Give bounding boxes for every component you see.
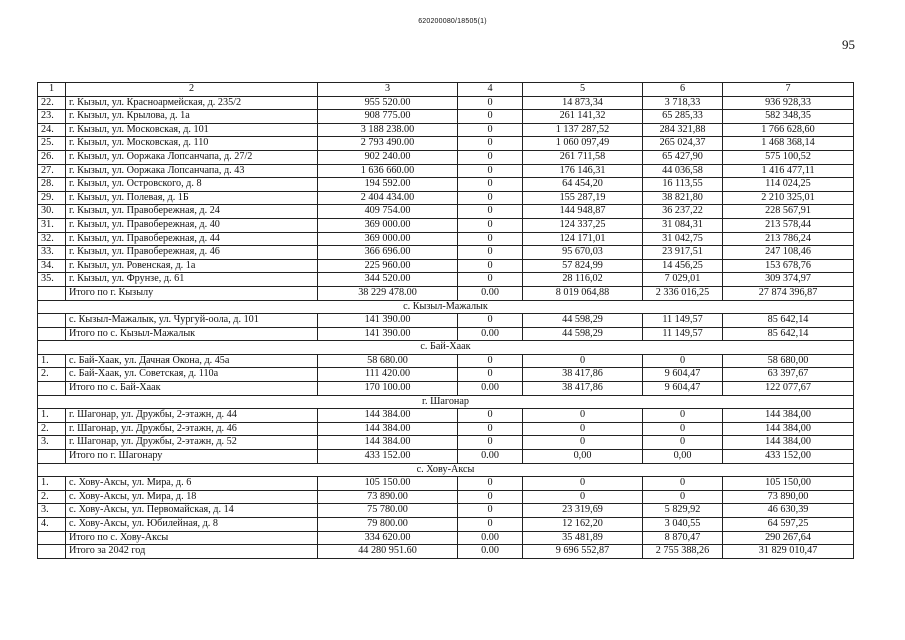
cost-total: 141 390.00 xyxy=(318,314,458,328)
col4-value: 0 xyxy=(458,137,523,151)
row-number xyxy=(38,382,66,396)
row-number: 3. xyxy=(38,436,66,450)
address: г. Шагонар, ул. Дружбы, 2-этажн, д. 44 xyxy=(66,409,318,423)
cost-total: 144 384.00 xyxy=(318,436,458,450)
cost-total: 194 592.00 xyxy=(318,178,458,192)
cost-total: 111 420.00 xyxy=(318,368,458,382)
address: Итого по с. Хову-Аксы xyxy=(66,531,318,545)
cost-total: 1 636 660.00 xyxy=(318,164,458,178)
cost-total: 908 775.00 xyxy=(318,110,458,124)
col4-value: 0 xyxy=(458,490,523,504)
col5-value: 0 xyxy=(523,354,643,368)
table-row xyxy=(38,191,854,205)
table-row xyxy=(38,218,854,232)
col5-value: 44 598,29 xyxy=(523,327,643,341)
row-number: 31. xyxy=(38,218,66,232)
col4-value: 0 xyxy=(458,259,523,273)
col7-value: 1 766 628,60 xyxy=(723,123,854,137)
total-row xyxy=(38,286,854,300)
cost-total: 334 620.00 xyxy=(318,531,458,545)
col6-value: 11 149,57 xyxy=(643,327,723,341)
col7-value: 1 416 477,11 xyxy=(723,164,854,178)
col5-value: 28 116,02 xyxy=(523,273,643,287)
total-row xyxy=(38,327,854,341)
col7-value: 575 100,52 xyxy=(723,150,854,164)
address: г. Кызыл, ул. Московская, д. 101 xyxy=(66,123,318,137)
row-number: 35. xyxy=(38,273,66,287)
section-label: с. Кызыл-Мажалык xyxy=(38,300,854,314)
col7-value: 58 680,00 xyxy=(723,354,854,368)
row-number: 34. xyxy=(38,259,66,273)
row-number: 30. xyxy=(38,205,66,219)
col4-value: 0 xyxy=(458,218,523,232)
column-number-header-row xyxy=(38,83,854,97)
row-number xyxy=(38,531,66,545)
col7-value: 64 597,25 xyxy=(723,518,854,532)
col5-value: 124 337,25 xyxy=(523,218,643,232)
col-header-3: 3 xyxy=(318,83,458,97)
col6-value: 0 xyxy=(643,354,723,368)
col6-value: 0 xyxy=(643,422,723,436)
row-number: 29. xyxy=(38,191,66,205)
col7-value: 46 630,39 xyxy=(723,504,854,518)
col7-value: 309 374,97 xyxy=(723,273,854,287)
table-row xyxy=(38,314,854,328)
col7-value: 2 210 325,01 xyxy=(723,191,854,205)
col7-value: 582 348,35 xyxy=(723,110,854,124)
col6-value: 265 024,37 xyxy=(643,137,723,151)
table-row xyxy=(38,150,854,164)
col6-value: 31 042,75 xyxy=(643,232,723,246)
col6-value: 7 029,01 xyxy=(643,273,723,287)
address: г. Кызыл, ул. Правобережная, д. 46 xyxy=(66,246,318,260)
table-row xyxy=(38,518,854,532)
total-row xyxy=(38,545,854,559)
col7-value: 27 874 396,87 xyxy=(723,286,854,300)
col4-value: 0 xyxy=(458,191,523,205)
col5-value: 0,00 xyxy=(523,450,643,464)
row-number: 1. xyxy=(38,409,66,423)
address: г. Кызыл, ул. Правобережная, д. 24 xyxy=(66,205,318,219)
row-number: 26. xyxy=(38,150,66,164)
cost-total: 344 520.00 xyxy=(318,273,458,287)
table-row xyxy=(38,354,854,368)
col7-value: 31 829 010,47 xyxy=(723,545,854,559)
address: г. Шагонар, ул. Дружбы, 2-этажн, д. 52 xyxy=(66,436,318,450)
col7-value: 936 928,33 xyxy=(723,96,854,110)
row-number: 27. xyxy=(38,164,66,178)
table-row xyxy=(38,178,854,192)
col6-value: 16 113,55 xyxy=(643,178,723,192)
col5-value: 64 454,20 xyxy=(523,178,643,192)
section-label: с. Бай-Хаак xyxy=(38,341,854,355)
col5-value: 124 171,01 xyxy=(523,232,643,246)
col4-value: 0 xyxy=(458,354,523,368)
col6-value: 2 755 388,26 xyxy=(643,545,723,559)
address: с. Хову-Аксы, ул. Юбилейная, д. 8 xyxy=(66,518,318,532)
row-number: 1. xyxy=(38,477,66,491)
cost-total: 369 000.00 xyxy=(318,218,458,232)
col6-value: 5 829,92 xyxy=(643,504,723,518)
col6-value: 11 149,57 xyxy=(643,314,723,328)
col6-value: 0 xyxy=(643,436,723,450)
table-row xyxy=(38,123,854,137)
address: Итого по г. Кызылу xyxy=(66,286,318,300)
col6-value: 36 237,22 xyxy=(643,205,723,219)
cost-total: 366 696.00 xyxy=(318,246,458,260)
cost-total: 2 404 434.00 xyxy=(318,191,458,205)
col5-value: 38 417,86 xyxy=(523,382,643,396)
col4-value: 0.00 xyxy=(458,382,523,396)
col4-value: 0 xyxy=(458,110,523,124)
row-number: 22. xyxy=(38,96,66,110)
col7-value: 114 024,25 xyxy=(723,178,854,192)
col6-value: 65 285,33 xyxy=(643,110,723,124)
col5-value: 155 287,19 xyxy=(523,191,643,205)
col6-value: 8 870,47 xyxy=(643,531,723,545)
table-row xyxy=(38,409,854,423)
address: с. Хову-Аксы, ул. Мира, д. 6 xyxy=(66,477,318,491)
cost-total: 369 000.00 xyxy=(318,232,458,246)
address: с. Хову-Аксы, ул. Первомайская, д. 14 xyxy=(66,504,318,518)
address: с. Кызыл-Мажалык, ул. Чургуй-оола, д. 101 xyxy=(66,314,318,328)
address: с. Бай-Хаак, ул. Советская, д. 110а xyxy=(66,368,318,382)
row-number: 24. xyxy=(38,123,66,137)
col6-value: 9 604,47 xyxy=(643,368,723,382)
address: с. Хову-Аксы, ул. Мира, д. 18 xyxy=(66,490,318,504)
cost-total: 225 960.00 xyxy=(318,259,458,273)
col4-value: 0.00 xyxy=(458,286,523,300)
col7-value: 153 678,76 xyxy=(723,259,854,273)
row-number: 32. xyxy=(38,232,66,246)
col5-value: 35 481,89 xyxy=(523,531,643,545)
row-number: 3. xyxy=(38,504,66,518)
cost-total: 58 680.00 xyxy=(318,354,458,368)
cost-total: 902 240.00 xyxy=(318,150,458,164)
col4-value: 0 xyxy=(458,164,523,178)
col5-value: 0 xyxy=(523,422,643,436)
row-number xyxy=(38,314,66,328)
row-number xyxy=(38,545,66,559)
address: Итого по г. Шагонару xyxy=(66,450,318,464)
col5-value: 1 137 287,52 xyxy=(523,123,643,137)
row-number xyxy=(38,327,66,341)
row-number: 28. xyxy=(38,178,66,192)
table-row xyxy=(38,477,854,491)
row-number xyxy=(38,450,66,464)
col4-value: 0 xyxy=(458,205,523,219)
col-header-1: 1 xyxy=(38,83,66,97)
table-row xyxy=(38,259,854,273)
document-code: 620200080/18505(1) xyxy=(418,18,487,25)
col-header-4: 4 xyxy=(458,83,523,97)
col4-value: 0 xyxy=(458,422,523,436)
table-row xyxy=(38,110,854,124)
address: с. Бай-Хаак, ул. Дачная Окона, д. 45а xyxy=(66,354,318,368)
total-row xyxy=(38,382,854,396)
col4-value: 0.00 xyxy=(458,327,523,341)
section-header-row xyxy=(38,341,854,355)
col6-value: 3 718,33 xyxy=(643,96,723,110)
address: г. Кызыл, ул. Полевая, д. 1Б xyxy=(66,191,318,205)
cost-total: 141 390.00 xyxy=(318,327,458,341)
section-header-row xyxy=(38,300,854,314)
table-row xyxy=(38,205,854,219)
col-header-7: 7 xyxy=(723,83,854,97)
cost-total: 433 152.00 xyxy=(318,450,458,464)
col4-value: 0 xyxy=(458,368,523,382)
col5-value: 176 146,31 xyxy=(523,164,643,178)
address: г. Кызыл, ул. Московская, д. 110 xyxy=(66,137,318,151)
table-row xyxy=(38,490,854,504)
col7-value: 433 152,00 xyxy=(723,450,854,464)
cost-total: 3 188 238.00 xyxy=(318,123,458,137)
row-number: 33. xyxy=(38,246,66,260)
total-row xyxy=(38,450,854,464)
table-row xyxy=(38,164,854,178)
row-number: 2. xyxy=(38,490,66,504)
col6-value: 284 321,88 xyxy=(643,123,723,137)
col4-value: 0.00 xyxy=(458,450,523,464)
col7-value: 85 642,14 xyxy=(723,327,854,341)
col6-value: 0,00 xyxy=(643,450,723,464)
address: г. Кызыл, ул. Ооржака Лопсанчапа, д. 43 xyxy=(66,164,318,178)
table-row xyxy=(38,273,854,287)
cost-total: 79 800.00 xyxy=(318,518,458,532)
address: г. Кызыл, ул. Правобережная, д. 44 xyxy=(66,232,318,246)
col4-value: 0 xyxy=(458,273,523,287)
col6-value: 23 917,51 xyxy=(643,246,723,260)
col7-value: 144 384,00 xyxy=(723,422,854,436)
col6-value: 31 084,31 xyxy=(643,218,723,232)
col7-value: 213 578,44 xyxy=(723,218,854,232)
address: г. Шагонар, ул. Дружбы, 2-этажн, д. 46 xyxy=(66,422,318,436)
col7-value: 144 384,00 xyxy=(723,409,854,423)
col4-value: 0 xyxy=(458,477,523,491)
col5-value: 8 019 064,88 xyxy=(523,286,643,300)
col7-value: 228 567,91 xyxy=(723,205,854,219)
col4-value: 0 xyxy=(458,232,523,246)
address: г. Кызыл, ул. Ооржака Лопсанчапа, д. 27/2 xyxy=(66,150,318,164)
col6-value: 0 xyxy=(643,490,723,504)
table-row xyxy=(38,96,854,110)
table-body xyxy=(38,83,854,559)
col5-value: 12 162,20 xyxy=(523,518,643,532)
address: г. Кызыл, ул. Крылова, д. 1а xyxy=(66,110,318,124)
cost-total: 38 229 478.00 xyxy=(318,286,458,300)
col6-value: 0 xyxy=(643,409,723,423)
address: г. Кызыл, ул. Островского, д. 8 xyxy=(66,178,318,192)
col4-value: 0 xyxy=(458,436,523,450)
table-row xyxy=(38,246,854,260)
register-table xyxy=(37,82,854,559)
cost-total: 409 754.00 xyxy=(318,205,458,219)
row-number xyxy=(38,286,66,300)
cost-total: 105 150.00 xyxy=(318,477,458,491)
cost-total: 144 384.00 xyxy=(318,409,458,423)
col6-value: 3 040,55 xyxy=(643,518,723,532)
cost-total: 44 280 951.60 xyxy=(318,545,458,559)
col7-value: 85 642,14 xyxy=(723,314,854,328)
col5-value: 95 670,03 xyxy=(523,246,643,260)
cost-total: 75 780.00 xyxy=(318,504,458,518)
col6-value: 0 xyxy=(643,477,723,491)
col5-value: 1 060 097,49 xyxy=(523,137,643,151)
col4-value: 0 xyxy=(458,150,523,164)
section-header-row xyxy=(38,463,854,477)
col5-value: 0 xyxy=(523,409,643,423)
col4-value: 0.00 xyxy=(458,531,523,545)
col4-value: 0 xyxy=(458,178,523,192)
col7-value: 105 150,00 xyxy=(723,477,854,491)
col4-value: 0.00 xyxy=(458,545,523,559)
row-number: 4. xyxy=(38,518,66,532)
page-number: 95 xyxy=(842,37,855,52)
col5-value: 44 598,29 xyxy=(523,314,643,328)
row-number: 23. xyxy=(38,110,66,124)
address: г. Кызыл, ул. Правобережная, д. 40 xyxy=(66,218,318,232)
row-number: 2. xyxy=(38,422,66,436)
col5-value: 261 141,32 xyxy=(523,110,643,124)
cost-total: 170 100.00 xyxy=(318,382,458,396)
col6-value: 2 336 016,25 xyxy=(643,286,723,300)
table-row xyxy=(38,436,854,450)
row-number: 1. xyxy=(38,354,66,368)
col4-value: 0 xyxy=(458,314,523,328)
address: г. Кызыл, ул. Красноармейская, д. 235/2 xyxy=(66,96,318,110)
cost-total: 2 793 490.00 xyxy=(318,137,458,151)
col6-value: 65 427,90 xyxy=(643,150,723,164)
col7-value: 73 890,00 xyxy=(723,490,854,504)
col4-value: 0 xyxy=(458,409,523,423)
table-row xyxy=(38,368,854,382)
col7-value: 247 108,46 xyxy=(723,246,854,260)
cost-total: 73 890.00 xyxy=(318,490,458,504)
address: Итого по с. Бай-Хаак xyxy=(66,382,318,396)
row-number: 25. xyxy=(38,137,66,151)
row-number: 2. xyxy=(38,368,66,382)
table-row xyxy=(38,137,854,151)
col7-value: 63 397,67 xyxy=(723,368,854,382)
col7-value: 290 267,64 xyxy=(723,531,854,545)
col6-value: 38 821,80 xyxy=(643,191,723,205)
col5-value: 23 319,69 xyxy=(523,504,643,518)
address: Итого за 2042 год xyxy=(66,545,318,559)
col7-value: 1 468 368,14 xyxy=(723,137,854,151)
col4-value: 0 xyxy=(458,123,523,137)
col5-value: 14 873,34 xyxy=(523,96,643,110)
col4-value: 0 xyxy=(458,96,523,110)
col6-value: 44 036,58 xyxy=(643,164,723,178)
col5-value: 0 xyxy=(523,490,643,504)
col5-value: 57 824,99 xyxy=(523,259,643,273)
section-label: г. Шагонар xyxy=(38,395,854,409)
cost-total: 955 520.00 xyxy=(318,96,458,110)
col4-value: 0 xyxy=(458,518,523,532)
address: г. Кызыл, ул. Фрунзе, д. 61 xyxy=(66,273,318,287)
col4-value: 0 xyxy=(458,246,523,260)
col5-value: 144 948,87 xyxy=(523,205,643,219)
col6-value: 9 604,47 xyxy=(643,382,723,396)
total-row xyxy=(38,531,854,545)
col6-value: 14 456,25 xyxy=(643,259,723,273)
col5-value: 9 696 552,87 xyxy=(523,545,643,559)
col7-value: 213 786,24 xyxy=(723,232,854,246)
col5-value: 38 417,86 xyxy=(523,368,643,382)
col-header-6: 6 xyxy=(643,83,723,97)
col7-value: 144 384,00 xyxy=(723,436,854,450)
col7-value: 122 077,67 xyxy=(723,382,854,396)
address: Итого по с. Кызыл-Мажалык xyxy=(66,327,318,341)
section-label: с. Хову-Аксы xyxy=(38,463,854,477)
address: г. Кызыл, ул. Ровенская, д. 1а xyxy=(66,259,318,273)
col5-value: 261 711,58 xyxy=(523,150,643,164)
table-row xyxy=(38,422,854,436)
col5-value: 0 xyxy=(523,436,643,450)
section-header-row xyxy=(38,395,854,409)
col-header-2: 2 xyxy=(66,83,318,97)
table-row xyxy=(38,232,854,246)
col4-value: 0 xyxy=(458,504,523,518)
col5-value: 0 xyxy=(523,477,643,491)
table-row xyxy=(38,504,854,518)
cost-total: 144 384.00 xyxy=(318,422,458,436)
col-header-5: 5 xyxy=(523,83,643,97)
